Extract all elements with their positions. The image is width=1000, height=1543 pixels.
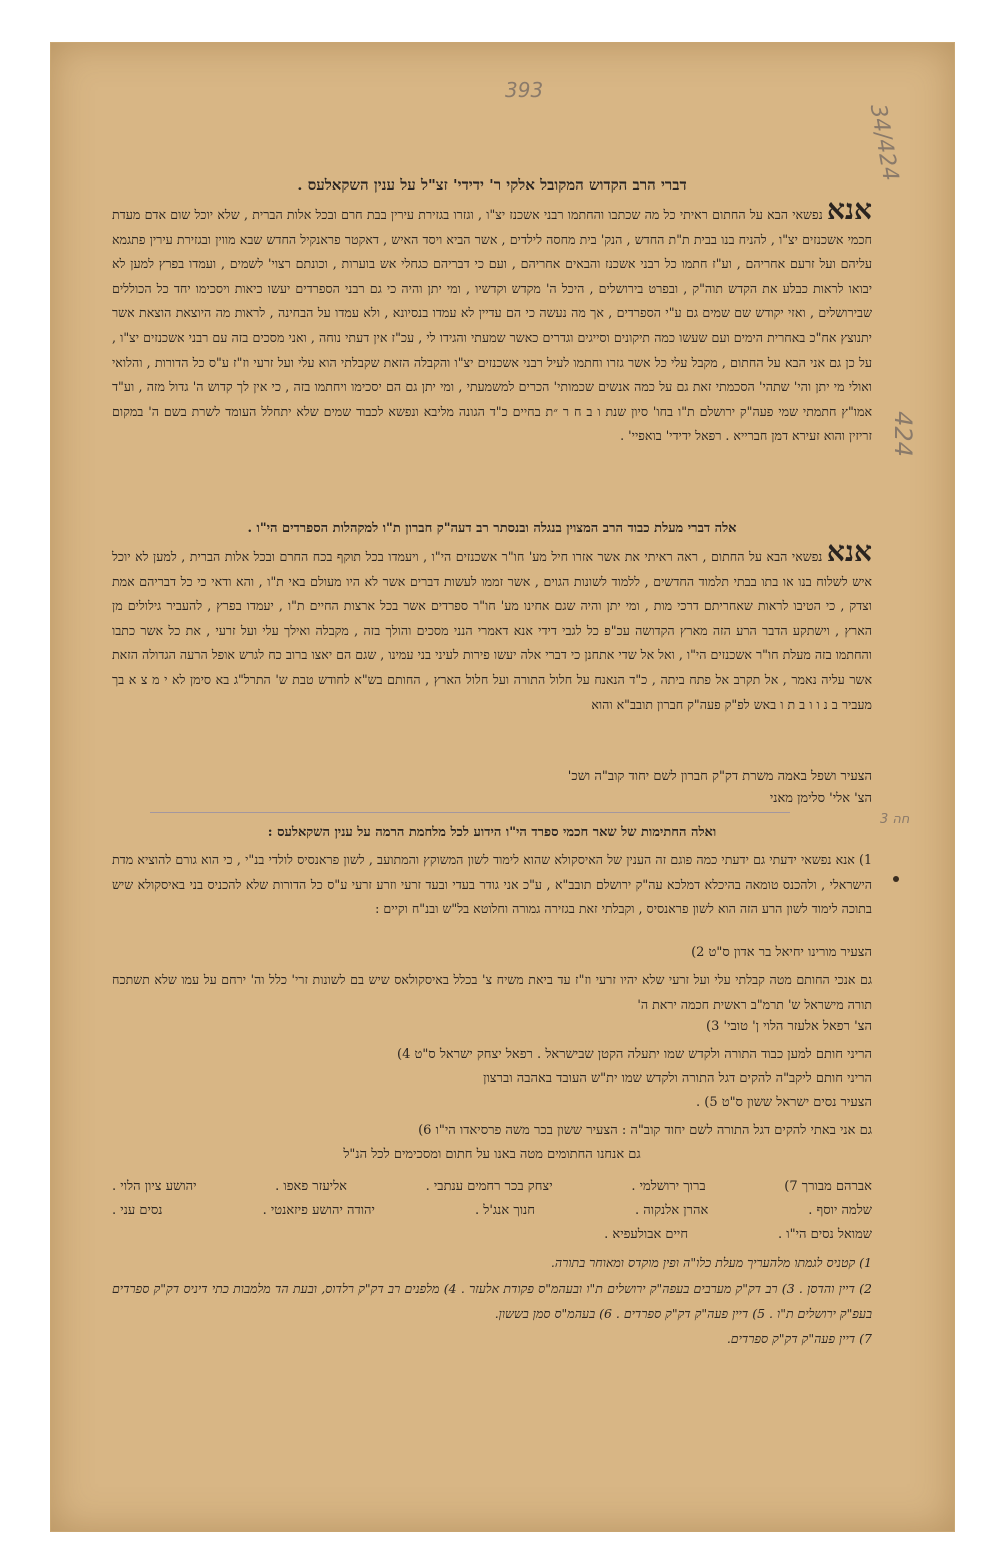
footnote-2: 2) דיין והדסן . 3) רב דק"ק מערבים בעפה"ק ירושלים ת"ו ובעהמ"ס פקודת אלעזר . 4) מלפנים רב דק"ק רלדוס, ובעת הד מלמבות כתי דיניס דק"ק ספרדים בעפ"ק ירושלים ת"ו . 5) דיין פעה"ק דק"ק ספרדים . 6) בעהמ"ס סמן בששון. — [112, 1281, 872, 1321]
signer-name: יהושע ציון הלוי . — [112, 1179, 197, 1194]
document-title: דברי הרב הקדוש המקובל אלקי ר' ידידי' זצ"ל על ענין השקאלעס . — [297, 176, 687, 194]
signer-name: אברהם מבורך 7) — [784, 1179, 872, 1194]
signature-entry-3: הריני חותם למען כבוד התורה ולקדש שמו יתעלה הקטן שבישראל . רפאל יצחק ישראל ס"ט 4) — [396, 1047, 872, 1062]
pencil-number-top-right: 34/424 — [864, 102, 903, 183]
signer-name: ברוך ירושלמי . — [631, 1179, 706, 1194]
signature-entry-2: גם אנכי החותם מטה קבלתי עלי ועל זרעי שלא יהיו זרעי וז"ז עד ביאת משיח צ' בכלל באיסקולאס שיש בם לשונות זרי' כלל וה' ירחם על עמו שלא תשתכח תורה מישראל ש' תרמ"ב ראשית חכמה יראת ה' — [112, 972, 872, 1012]
signer-name: חיים אבולעפיא . — [604, 1227, 689, 1242]
section1-text: נפשאי הבא על החתום ראיתי כל מה שכתבו והחתמו רבני אשכנז יצ"ו , וגזרו בגזירת עירין בבת חרם ובכל אלות הברית , שלא יוכל שום אדם מעדת חכמי אשכנזים יצ"ו , להניח בנו בבית ת"ת החדש , הנק' בית מחסה לילדים , אשר הביא ויסד האיש , דאקטר פראנקיל החדש שבא מווין ובגזירת עירין פתגמא עליהם ועל זרעם אחריהם , וע"ז חתמו כל רבני אשכנז והבאים אחריהם , ועם כי דבריהם כגחלי אש בוערות , וכונתם רצוי' לשמים , ועמדו בפרץ למען לא יבואו לראות כבלע את הקדש תוה"ק , ובפרט בירושלים , היכל ה' מקדש וקדשיו , ומי יתן והיה כי גם רבני הספרדים יעשו כיאות ויסכימו יחד כל הכוללים שבירושלים , ואזי יקודש שם שמים גם ע"י הספרדים , אך מה נעשה כי הם עדיין לא עמדו בנסיונא , ולא עמדו על הבחינה , לראות מה היוצאת הוצאת אשר יתנוצץ אח"כ באחרית הימים ועם שעשו כמה תיקונים וסייגים וגדרים כאשר שמעתי והגידו לי , עכ"ז אין דעתי נוחה , ואני מסכים בזה עם רבני אשכנזים יצ"ו , על כן גם אני הבא על החתום , מקבל עלי כל אשר גזרו וחתמו לעיל רבני אשכנזים יצ"ו והקבלה הזאת שקבלתי הוא עלי ועל זרעי וז"ז ע"ס כל הדורות , והלואי ואולי מי יתן והי' שתהי' הסכמתי זאת גם על כמה אנשים שכמותי' הכרים למשמעתי , ומי יתן גם הם יסכימו ויחתמו בזה , כי אין לך קדוש ה' גדול מזה , וע"ד אמו"ץ חתמתי שמי פעה"ק ירושלם ת"ו בחו' סיון שנת ו ב ח ר ״ת בחיים כ"ד הגונה מליבא ונפשא לכבוד שמים שלא יתחלל העומד לשרת בשם ה' במקום זריזין והוא זעירא דמן חברייא . רפאל ידידי' בואפיי' . — [112, 207, 872, 444]
pencil-number-top: 393 — [505, 78, 544, 102]
pencil-rule — [150, 812, 790, 813]
signer-name: חנוך אנג'ל . — [474, 1203, 535, 1218]
signer-name: שלמה יוסף . — [808, 1203, 872, 1218]
section2-text: נפשאי הבא על החתום , ראה ראיתי את אשר אזרו חיל מע' חו"ר אשכנזים הי"ו , ויעמדו בכל תוקף בכח החרם ובכל אלות הברית , למען לא יוכל איש לשלוח בנו או בתו בבתי תלמוד החדשים , ללמוד לשונות הגוים , אשר זממו לעשות דברים אשר לא היו מעולם באי ת"ו , והא ודאי כי כל דבריהם אמת וצדק , כי הטיבו לראות שאחריתם דרכי מות , ומי יתן והיה שגם אחינו מע' חו"ר ספרדים אשר בכל ארצות החיים ת"ו , יעמדו בפרץ , להעביר גילולים מן הארץ , וישתקע הדבר הרע הזה מארץ הקדושה עכ"פ כל לגבי דידי אנא דאמרי הנני מסכים והולך בזה , מקבלה ואילך עלי ועל זרעי , את כל אשר כתבו והחתמו בזה מעלת חו"ר אשכנזים הי"ו , ואל אל שדי אתחנן כי דברי אלה יעשו פירות לעיני בני עמינו , שגם הם יאצו ברוב כח לגרש אופל הרעה הגדולה הזאת אשר עליה נאמר , אל תקרב אל פתח ביתה , כ"ד הנאנח על חלול התורה ועל חלול הארץ , החותם בש"א לחודש טבת ש' התרל"ג בא סימן לא י מ צ א בך מעביר ב נ ו ו ב ת ו באש לפ"ק פעה"ק חברון תובב"א והוא — [112, 549, 872, 712]
footnote-1: 1) קטניס לגמתו מלהעריך מעלת כלו"ה ופין מוקדס ומאוחר בתורה. — [550, 1255, 872, 1270]
names-row-1 — [112, 1176, 872, 1198]
signature-entry-1-sig: הצעיר מורינו יחיאל בר אדון ס"ט 2) — [691, 945, 872, 960]
signature-entry-2-sig: הצ' רפאל אלעזר הלוי ן' טובי' 3) — [706, 1019, 872, 1034]
section2-heading: אלה דברי מעלת כבוד הרב המצוין בנגלה ובנסתר רב דעה"ק חברון ת"ו למקהלות הספרדים הי"ו . — [247, 521, 737, 536]
section2-signature-1: הצעיר ושפל באמה משרת דק"ק חברון לשם יחוד קוב"ה ושכ' — [567, 769, 872, 784]
footnote-3: 7) דיין פעה"ק דק"ק ספרדים. — [726, 1331, 872, 1346]
signature-entry-5: גם אני באתי להקים דגל התורה לשם יחוד קוב"ה : הצעיר ששון בכר משה פרסיאדו הי"ו 6) — [418, 1123, 872, 1138]
section1-opening-word: אנא — [826, 193, 872, 226]
section2-signature-2: הצ' אלי' סלימן מאני — [769, 791, 872, 806]
section1-body — [112, 193, 872, 449]
names-row-3 — [112, 1224, 872, 1246]
ink-dot — [893, 876, 899, 882]
section2-opening-word: אנא — [826, 535, 872, 568]
signer-name: אליעזר פאפו . — [275, 1179, 347, 1194]
signer-name: נסים עני . — [112, 1203, 163, 1218]
section2-body — [112, 535, 872, 717]
signature-entry-4: הריני חותם ליקב"ה להקים דגל התורה ולקדש שמו ית"ש העובד באהבה וברצון — [483, 1071, 872, 1086]
section3-heading: ואלה החתימות של שאר חכמי ספרד הי"ו הידוע לכל מלחמת הרמה על ענין השקאלעס : — [267, 825, 717, 840]
signer-name: יצחק בכר רחמים ענתבי . — [425, 1179, 553, 1194]
names-row-2 — [112, 1200, 872, 1222]
signer-name: אהרן אלנקוה . — [635, 1203, 709, 1218]
pencil-margin-note: 3 חה — [880, 812, 910, 827]
signature-entry-4-sig: הצעיר נסים ישראל ששון ס"ט 5) . — [695, 1095, 872, 1110]
signer-name: שמואל נסים הי"ו . — [778, 1227, 872, 1242]
signature-entry-6: גם אנחנו החתומים מטה באנו על חתום ומסכימים לכל הנ"ל — [343, 1147, 641, 1162]
signature-entry-1: 1) אנא נפשאי ידעתי גם ידעתי כמה פוגם זה הענין של האיסקולא שהוא לימוד לשון המשוקץ והמתועב , לשון פראנסיס לולדי בנ"י , כי הוא גורם להוציא מדת הישראלי , ולהכנס טומאה בהיכלא דמלכא עה"ק ירושלם תובב"א , ע"כ אני גודר בעדי ובעד זרעי וזרע זרעי ע"ס כל הדורות שלא להכניס בני באיסקולא שיש בתוכה לימוד לשון הרע הזה הוא לשון פראנסיס , וקבלתי זאת בגזירה גמורה וחלוטא בל"ש ובנ"ח וקיים : — [112, 852, 872, 917]
signer-name: יהודה יהושע פיזאנטי . — [262, 1203, 375, 1218]
pencil-number-margin: 424 — [888, 411, 917, 457]
